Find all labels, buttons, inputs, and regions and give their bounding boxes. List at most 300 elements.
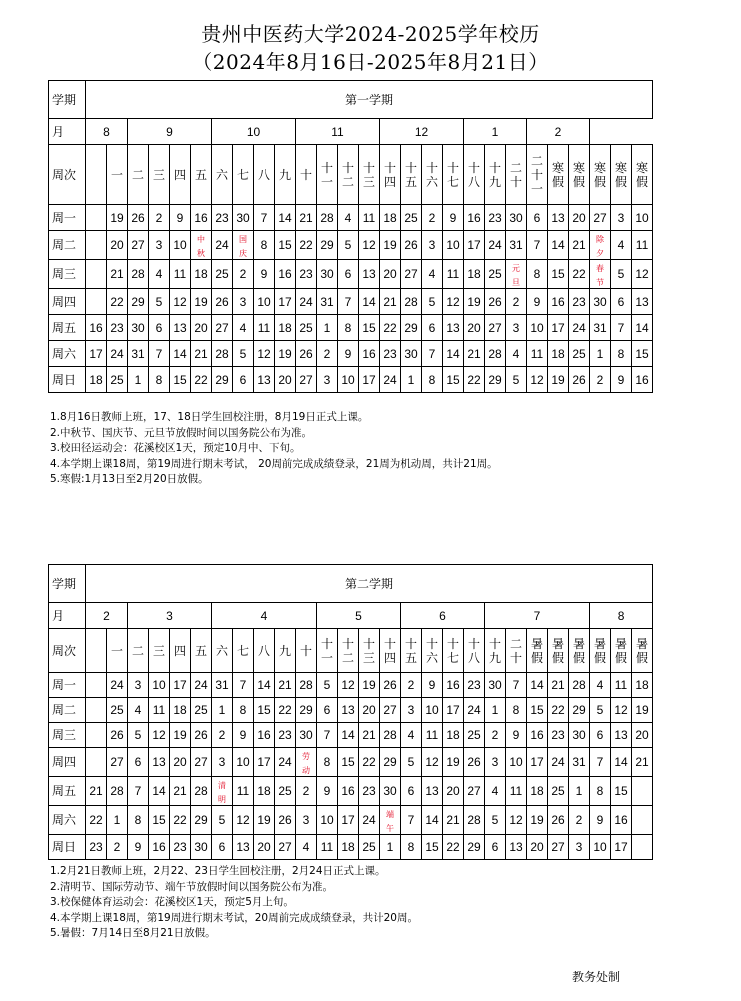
date-cell: 30	[233, 205, 254, 231]
date-cell: 26	[380, 673, 401, 698]
date-cell: 24	[548, 748, 569, 777]
date-cell: 4	[401, 723, 422, 748]
date-cell: 9	[128, 835, 149, 860]
date-cell	[86, 748, 107, 777]
holiday-cell	[590, 260, 611, 289]
date-cell: 24	[296, 289, 317, 315]
week-number: 暑 假	[611, 629, 632, 673]
date-cell: 27	[107, 748, 128, 777]
week-number: 暑 假	[590, 629, 611, 673]
date-cell: 15	[527, 698, 548, 723]
date-cell: 19	[254, 806, 275, 835]
date-cell: 31	[128, 341, 149, 367]
date-cell: 15	[443, 367, 464, 393]
date-cell: 14	[611, 748, 632, 777]
date-cell: 28	[380, 723, 401, 748]
date-cell: 11	[422, 723, 443, 748]
date-cell: 18	[86, 367, 107, 393]
weekday-label: 周日	[49, 367, 86, 393]
date-cell: 9	[254, 260, 275, 289]
date-cell: 16	[548, 289, 569, 315]
date-cell: 7	[149, 341, 170, 367]
week-number: 十 三	[359, 145, 380, 205]
date-cell: 3	[212, 748, 233, 777]
date-cell: 6	[128, 748, 149, 777]
weekday-label: 周四	[49, 748, 86, 777]
date-cell: 17	[170, 673, 191, 698]
month-header: 11	[296, 119, 380, 145]
date-cell: 22	[86, 806, 107, 835]
date-cell: 17	[443, 698, 464, 723]
date-cell: 23	[485, 205, 506, 231]
date-cell: 4	[233, 315, 254, 341]
date-cell: 13	[254, 367, 275, 393]
week-number: 一	[107, 629, 128, 673]
date-cell: 30	[296, 723, 317, 748]
date-cell: 20	[359, 698, 380, 723]
date-cell: 29	[317, 231, 338, 260]
date-cell: 10	[170, 231, 191, 260]
date-cell: 31	[212, 673, 233, 698]
weekday-label: 周一	[49, 205, 86, 231]
date-cell: 10	[506, 748, 527, 777]
date-cell: 25	[401, 205, 422, 231]
date-cell: 27	[401, 260, 422, 289]
date-cell: 21	[443, 806, 464, 835]
date-cell: 7	[338, 289, 359, 315]
date-cell: 2	[212, 723, 233, 748]
week-label: 周次	[49, 145, 86, 205]
holiday-label: 中 秋	[197, 235, 205, 258]
date-cell: 14	[632, 315, 653, 341]
date-cell: 13	[548, 205, 569, 231]
date-cell: 9	[317, 777, 338, 806]
date-cell: 5	[338, 231, 359, 260]
date-cell: 10	[632, 205, 653, 231]
semester2-calendar	[48, 564, 653, 860]
holiday-label: 元 旦	[512, 264, 520, 287]
date-cell: 25	[485, 260, 506, 289]
date-cell: 24	[107, 673, 128, 698]
month-header: 3	[128, 603, 212, 629]
date-cell	[86, 260, 107, 289]
date-cell: 18	[275, 315, 296, 341]
semester-title: 第二学期	[86, 565, 653, 603]
week-number: 十 六	[422, 145, 443, 205]
date-cell: 26	[464, 748, 485, 777]
date-cell: 10	[149, 673, 170, 698]
date-cell: 29	[464, 835, 485, 860]
week-number: 一	[107, 145, 128, 205]
date-cell: 27	[380, 698, 401, 723]
week-number: 四	[170, 145, 191, 205]
date-cell: 9	[233, 723, 254, 748]
date-cell: 13	[149, 748, 170, 777]
date-cell: 28	[485, 341, 506, 367]
date-cell: 28	[317, 205, 338, 231]
date-cell: 14	[443, 341, 464, 367]
date-cell: 19	[191, 289, 212, 315]
date-cell: 6	[338, 260, 359, 289]
date-cell: 16	[86, 315, 107, 341]
date-cell: 28	[191, 777, 212, 806]
date-cell: 30	[590, 289, 611, 315]
date-cell: 6	[611, 289, 632, 315]
date-cell: 13	[170, 315, 191, 341]
date-cell: 15	[359, 315, 380, 341]
date-cell: 27	[191, 748, 212, 777]
date-cell: 16	[191, 205, 212, 231]
date-cell: 4	[296, 835, 317, 860]
date-cell: 21	[296, 205, 317, 231]
date-cell: 8	[527, 260, 548, 289]
week-number: 七	[233, 629, 254, 673]
date-cell: 23	[296, 260, 317, 289]
date-cell: 18	[380, 205, 401, 231]
holiday-label: 国 庆	[239, 235, 247, 258]
date-cell: 31	[590, 315, 611, 341]
date-cell: 12	[149, 723, 170, 748]
date-cell: 18	[338, 835, 359, 860]
date-cell: 26	[128, 205, 149, 231]
weekday-label: 周二	[49, 698, 86, 723]
date-cell: 2	[590, 367, 611, 393]
date-cell: 24	[359, 806, 380, 835]
date-cell: 9	[506, 723, 527, 748]
date-cell: 14	[359, 289, 380, 315]
date-cell: 11	[443, 260, 464, 289]
date-cell: 7	[611, 315, 632, 341]
date-cell: 26	[107, 723, 128, 748]
date-cell: 24	[212, 231, 233, 260]
date-cell: 6	[233, 367, 254, 393]
date-cell: 2	[107, 835, 128, 860]
date-cell: 26	[212, 289, 233, 315]
date-cell: 12	[527, 367, 548, 393]
date-cell	[632, 806, 653, 835]
date-cell: 23	[548, 723, 569, 748]
date-cell: 1	[401, 367, 422, 393]
week-label: 周次	[49, 629, 86, 673]
date-cell: 10	[338, 367, 359, 393]
holiday-label: 劳 动	[302, 752, 310, 775]
date-cell: 11	[254, 315, 275, 341]
date-cell: 23	[275, 723, 296, 748]
weekday-label: 周六	[49, 341, 86, 367]
note-line: 5.暑假：7月14日至8月21日放假。	[50, 927, 216, 939]
week-number: 十 六	[422, 629, 443, 673]
week-number: 二 十	[506, 629, 527, 673]
date-cell: 7	[401, 806, 422, 835]
date-cell: 23	[107, 315, 128, 341]
date-cell: 12	[422, 748, 443, 777]
note-line: 3.校保健体育运动会：花溪校区1天，预定5月上旬。	[50, 896, 294, 908]
weekday-label: 周五	[49, 315, 86, 341]
date-cell: 14	[275, 205, 296, 231]
date-cell: 5	[422, 289, 443, 315]
date-cell: 10	[317, 806, 338, 835]
date-cell: 22	[548, 698, 569, 723]
date-cell: 20	[170, 748, 191, 777]
date-cell: 5	[506, 367, 527, 393]
date-cell: 27	[485, 315, 506, 341]
date-cell: 17	[86, 341, 107, 367]
date-cell: 16	[443, 673, 464, 698]
semester2-notes	[50, 864, 418, 942]
term-label: 学期	[49, 565, 86, 603]
date-cell: 9	[590, 806, 611, 835]
date-cell: 30	[401, 341, 422, 367]
date-cell: 22	[380, 315, 401, 341]
date-cell: 20	[107, 231, 128, 260]
week-number: 三	[149, 145, 170, 205]
date-cell: 14	[527, 673, 548, 698]
date-cell: 21	[632, 748, 653, 777]
date-cell: 26	[485, 289, 506, 315]
date-cell: 3	[611, 205, 632, 231]
date-cell: 13	[233, 835, 254, 860]
date-cell: 12	[338, 673, 359, 698]
date-cell: 8	[149, 367, 170, 393]
date-cell: 30	[380, 777, 401, 806]
week-number	[86, 629, 107, 673]
date-cell: 8	[128, 806, 149, 835]
page-subtitle: （2024年8月16日-2025年8月21日）	[192, 50, 549, 74]
weekday-label: 周五	[49, 777, 86, 806]
date-cell: 8	[233, 698, 254, 723]
date-cell: 1	[128, 367, 149, 393]
holiday-label: 除 夕	[596, 235, 604, 258]
date-cell: 15	[548, 260, 569, 289]
date-cell: 23	[464, 673, 485, 698]
note-line: 1.2月21日教师上班，2月22、23日学生回校注册，2月24日正式上课。	[50, 865, 386, 877]
date-cell: 15	[338, 748, 359, 777]
date-cell: 1	[317, 315, 338, 341]
week-number: 十 四	[380, 145, 401, 205]
week-number: 十 二	[338, 145, 359, 205]
date-cell: 11	[506, 777, 527, 806]
date-cell: 29	[380, 748, 401, 777]
week-number: 十 八	[464, 629, 485, 673]
date-cell: 28	[296, 673, 317, 698]
holiday-cell	[191, 231, 212, 260]
date-cell: 8	[401, 835, 422, 860]
date-cell: 24	[107, 341, 128, 367]
date-cell: 2	[485, 723, 506, 748]
month-header: 2	[527, 119, 590, 145]
week-number: 六	[212, 145, 233, 205]
date-cell: 17	[275, 289, 296, 315]
note-line: 5.寒假:1月13日至2月20日放假。	[50, 473, 209, 485]
date-cell: 19	[443, 748, 464, 777]
page-title: 贵州中医药大学2024-2025学年校历	[201, 22, 540, 46]
date-cell: 12	[359, 231, 380, 260]
weekday-label: 周六	[49, 806, 86, 835]
week-number: 十 四	[380, 629, 401, 673]
weekday-label: 周三	[49, 260, 86, 289]
date-cell: 22	[296, 231, 317, 260]
date-cell: 7	[527, 231, 548, 260]
date-cell: 13	[443, 315, 464, 341]
date-cell: 7	[128, 777, 149, 806]
date-cell: 21	[569, 231, 590, 260]
date-cell: 18	[548, 341, 569, 367]
date-cell: 22	[359, 748, 380, 777]
date-cell: 8	[422, 367, 443, 393]
date-cell: 1	[485, 698, 506, 723]
holiday-cell	[590, 231, 611, 260]
weekday-label: 周二	[49, 231, 86, 260]
date-cell: 23	[359, 777, 380, 806]
date-cell: 29	[128, 289, 149, 315]
date-cell: 22	[107, 289, 128, 315]
month-header: 8	[590, 603, 653, 629]
date-cell: 13	[632, 289, 653, 315]
month-label: 月	[49, 603, 86, 629]
date-cell: 3	[485, 748, 506, 777]
date-cell: 2	[317, 341, 338, 367]
date-cell: 8	[254, 231, 275, 260]
date-cell: 15	[254, 698, 275, 723]
date-cell: 22	[569, 260, 590, 289]
date-cell: 13	[611, 723, 632, 748]
date-cell: 18	[443, 723, 464, 748]
date-cell: 25	[275, 777, 296, 806]
date-cell: 29	[191, 806, 212, 835]
date-cell: 19	[170, 723, 191, 748]
date-cell: 18	[527, 777, 548, 806]
date-cell	[86, 673, 107, 698]
week-number: 十	[296, 145, 317, 205]
date-cell: 19	[359, 673, 380, 698]
date-cell: 25	[107, 698, 128, 723]
date-cell	[632, 835, 653, 860]
date-cell: 11	[170, 260, 191, 289]
holiday-cell	[506, 260, 527, 289]
week-number: 八	[254, 145, 275, 205]
date-cell: 15	[632, 341, 653, 367]
date-cell: 21	[380, 289, 401, 315]
date-cell: 2	[422, 205, 443, 231]
week-number: 八	[254, 629, 275, 673]
date-cell: 18	[170, 698, 191, 723]
date-cell: 21	[359, 723, 380, 748]
date-cell: 4	[590, 673, 611, 698]
date-cell	[86, 231, 107, 260]
semester1-calendar	[48, 80, 653, 393]
date-cell: 16	[338, 777, 359, 806]
date-cell: 17	[359, 367, 380, 393]
date-cell: 3	[149, 231, 170, 260]
date-cell: 16	[254, 723, 275, 748]
date-cell: 19	[632, 698, 653, 723]
date-cell: 24	[464, 698, 485, 723]
date-cell: 16	[632, 367, 653, 393]
date-cell: 27	[128, 231, 149, 260]
week-number: 二十 一	[527, 145, 548, 205]
date-cell: 22	[170, 806, 191, 835]
week-number: 七	[233, 145, 254, 205]
date-cell: 14	[170, 341, 191, 367]
date-cell: 16	[275, 260, 296, 289]
term-label: 学期	[49, 81, 86, 119]
date-cell	[632, 777, 653, 806]
week-number: 寒 假	[590, 145, 611, 205]
date-cell: 14	[548, 231, 569, 260]
date-cell: 20	[464, 315, 485, 341]
date-cell: 15	[149, 806, 170, 835]
holiday-label: 春 节	[596, 264, 604, 287]
date-cell: 6	[590, 723, 611, 748]
date-cell: 5	[485, 806, 506, 835]
date-cell: 14	[254, 673, 275, 698]
month-header: 1	[464, 119, 527, 145]
date-cell: 20	[191, 315, 212, 341]
date-cell: 5	[611, 260, 632, 289]
date-cell: 7	[254, 205, 275, 231]
month-header: 9	[128, 119, 212, 145]
date-cell: 29	[212, 367, 233, 393]
date-cell: 16	[611, 806, 632, 835]
signature: 教务处制	[572, 970, 621, 984]
date-cell: 18	[191, 260, 212, 289]
date-cell: 24	[569, 315, 590, 341]
date-cell: 4	[422, 260, 443, 289]
date-cell: 18	[254, 777, 275, 806]
note-line: 2.中秋节、国庆节、元旦节放假时间以国务院公布为准。	[50, 426, 313, 439]
date-cell: 30	[569, 723, 590, 748]
date-cell: 11	[527, 341, 548, 367]
week-number: 二 十	[506, 145, 527, 205]
date-cell: 25	[296, 315, 317, 341]
date-cell: 25	[464, 723, 485, 748]
date-cell: 25	[548, 777, 569, 806]
date-cell: 5	[401, 748, 422, 777]
date-cell: 19	[548, 367, 569, 393]
date-cell: 16	[464, 205, 485, 231]
date-cell: 5	[590, 698, 611, 723]
date-cell: 11	[233, 777, 254, 806]
month-header: 2	[86, 603, 128, 629]
date-cell: 5	[233, 341, 254, 367]
date-cell: 30	[191, 835, 212, 860]
date-cell: 21	[191, 341, 212, 367]
week-number: 九	[275, 629, 296, 673]
note-line: 3.校田径运动会：花溪校区1天，预定10月中、下旬。	[50, 442, 301, 454]
date-cell: 16	[149, 835, 170, 860]
date-cell: 27	[548, 835, 569, 860]
date-cell: 20	[443, 777, 464, 806]
holiday-cell	[212, 777, 233, 806]
date-cell: 9	[611, 367, 632, 393]
week-number: 十 五	[401, 629, 422, 673]
date-cell: 25	[359, 835, 380, 860]
week-number: 暑 假	[569, 629, 590, 673]
date-cell: 27	[275, 835, 296, 860]
note-line: 4.本学期上课18周，第19周进行期末考试，20周前完成成绩登录，共计20周。	[50, 911, 418, 924]
week-number: 四	[170, 629, 191, 673]
month-label: 月	[49, 119, 86, 145]
date-cell	[86, 205, 107, 231]
date-cell: 23	[86, 835, 107, 860]
date-cell: 31	[317, 289, 338, 315]
date-cell: 4	[338, 205, 359, 231]
week-number: 十 一	[317, 629, 338, 673]
date-cell: 23	[170, 835, 191, 860]
date-cell: 21	[86, 777, 107, 806]
date-cell: 8	[590, 777, 611, 806]
date-cell: 9	[527, 289, 548, 315]
